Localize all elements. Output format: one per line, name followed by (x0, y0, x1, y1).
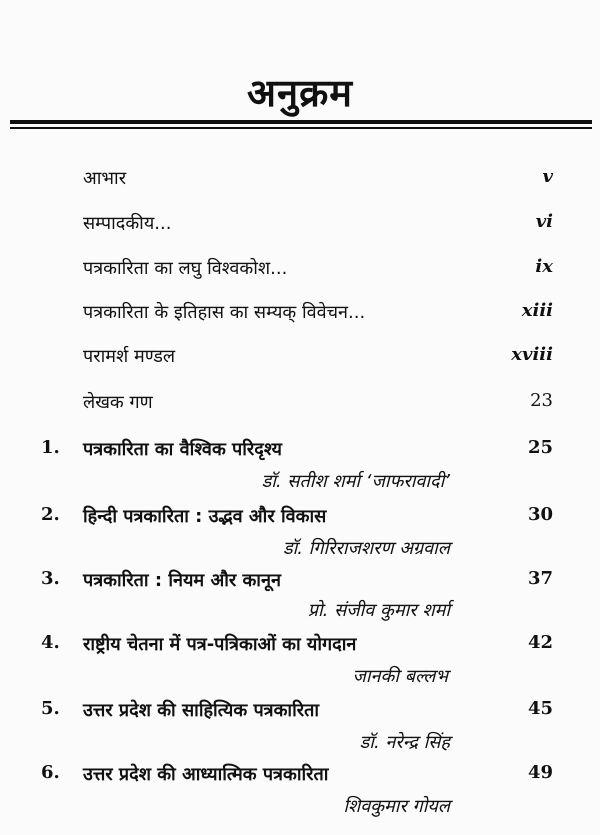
chapter-author: प्रो. संजीव कुमार शर्मा (307, 600, 450, 621)
chapter-title: पत्रकारिता का वैश्विक परिदृश्य (83, 439, 282, 460)
toc-entry-label: परामर्श मण्डल (83, 346, 176, 367)
chapter-number: 6. (41, 762, 60, 783)
title-rule-thick (10, 120, 592, 124)
chapter-author-row (0, 794, 600, 824)
toc-entry[interactable] (0, 344, 600, 374)
chapter-number: 5. (41, 698, 60, 719)
chapter-author: डॉ. गिरिराजशरण अग्रवाल (282, 538, 450, 559)
chapter-page: 49 (527, 762, 553, 783)
chapter-entry[interactable] (0, 568, 600, 598)
chapter-author: जानकी बल्लभ (352, 666, 448, 687)
toc-entry-page: vi (535, 211, 553, 232)
chapter-number: 2. (41, 504, 60, 525)
toc-entry-label: आभार (83, 168, 127, 189)
chapter-title: पत्रकारिता : नियम और कानून (83, 570, 281, 591)
toc-entry-page: xiii (521, 300, 553, 321)
toc-entry-label: सम्पादकीय... (83, 213, 172, 234)
toc-entry[interactable] (0, 390, 600, 420)
chapter-author: डॉ. सतीश शर्मा ‘जाफरावादी’ (261, 471, 450, 492)
chapter-page: 30 (527, 504, 553, 525)
toc-entry[interactable] (0, 166, 600, 196)
chapter-title: उत्तर प्रदेश की साहित्यिक पत्रकारिता (83, 700, 320, 721)
toc-entry[interactable] (0, 256, 600, 286)
chapter-author-row (0, 536, 600, 566)
toc-entry-label: पत्रकारिता के इतिहास का सम्यक् विवेचन... (83, 302, 366, 323)
toc-entry[interactable] (0, 211, 600, 241)
chapter-author-row (0, 469, 600, 499)
toc-entry-page: 23 (530, 390, 553, 411)
chapter-page: 37 (527, 568, 553, 589)
chapter-page: 25 (527, 437, 553, 458)
toc-entry-label: लेखक गण (83, 392, 153, 413)
chapter-title: राष्ट्रीय चेतना में पत्र-पत्रिकाओं का योगदान (83, 634, 357, 655)
toc-entry[interactable] (0, 300, 600, 330)
chapter-entry[interactable] (0, 698, 600, 728)
title-rule-thin (10, 127, 592, 129)
toc-entry-page: xviii (511, 344, 553, 365)
chapter-page: 45 (527, 698, 553, 719)
chapter-author-row (0, 598, 600, 628)
chapter-number: 4. (41, 632, 60, 653)
chapter-title: उत्तर प्रदेश की आध्यात्मिक पत्रकारिता (83, 764, 329, 785)
chapter-author-row (0, 664, 600, 694)
toc-entry-page: ix (535, 256, 553, 277)
chapter-author: शिवकुमार गोयल (343, 796, 450, 817)
chapter-number: 3. (41, 568, 60, 589)
chapter-entry[interactable] (0, 632, 600, 662)
chapter-entry[interactable] (0, 762, 600, 792)
chapter-author-row (0, 730, 600, 760)
chapter-author: डॉ. नरेन्द्र सिंह (359, 732, 450, 753)
chapter-page: 42 (527, 632, 553, 653)
chapter-number: 1. (41, 437, 60, 458)
toc-entry-page: v (542, 166, 553, 187)
page-title: अनुक्रम (246, 71, 354, 115)
chapter-entry[interactable] (0, 437, 600, 467)
toc-entry-label: पत्रकारिता का लघु विश्वकोश... (83, 258, 288, 279)
chapter-entry[interactable] (0, 504, 600, 534)
chapter-title: हिन्दी पत्रकारिता : उद्भव और विकास (83, 506, 327, 527)
